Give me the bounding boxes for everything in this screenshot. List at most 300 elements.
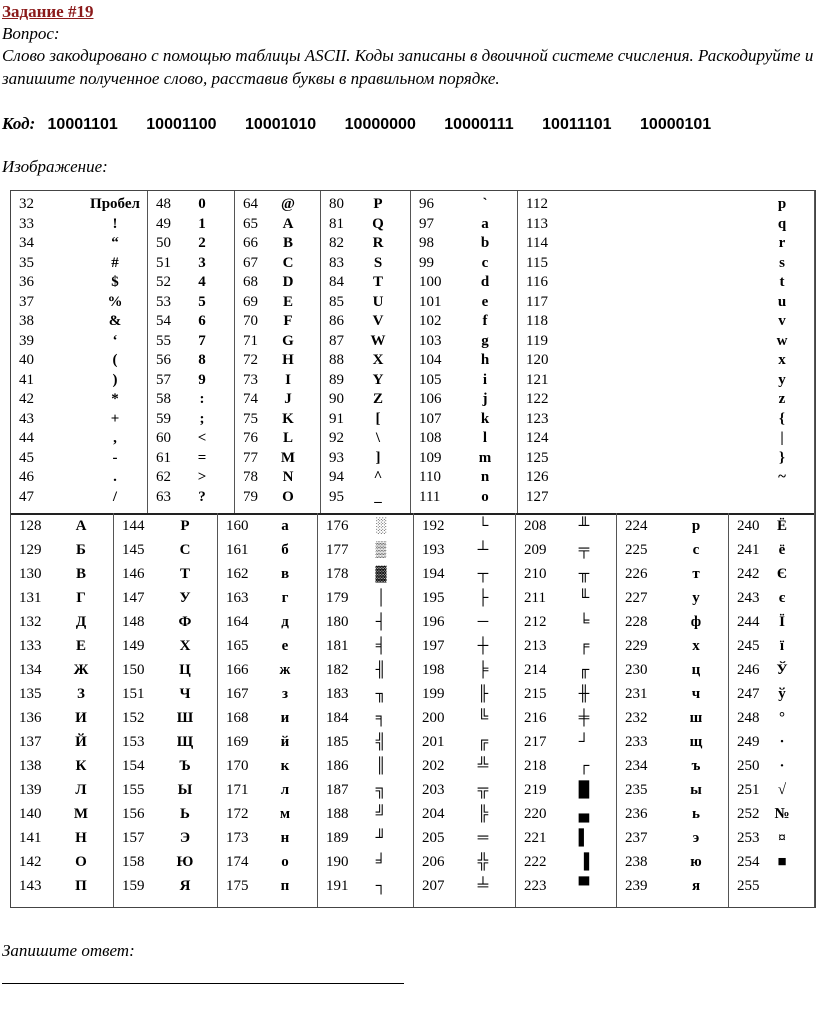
ascii-code: 87: [329, 332, 344, 349]
ascii-char: o: [481, 488, 489, 505]
ascii-code: 143: [19, 878, 42, 894]
ascii-char: ╪: [578, 710, 590, 726]
ascii-char: ▌: [578, 830, 590, 846]
ascii-char: ╞: [477, 662, 489, 678]
ascii-code: 113: [526, 215, 548, 232]
ascii-char: ║: [375, 758, 387, 774]
ascii-char: з: [281, 686, 289, 702]
upper-column-5: [518, 191, 815, 513]
ascii-char: s: [779, 254, 785, 271]
ascii-code: 203: [422, 782, 445, 798]
upper-column-3: [321, 191, 411, 513]
ascii-char: 7: [198, 332, 206, 349]
ascii-char: O: [282, 488, 294, 505]
ascii-code: 77: [243, 449, 258, 466]
ascii-char: ╫: [578, 686, 590, 702]
ascii-char: (: [112, 352, 118, 368]
ascii-code: 220: [524, 806, 547, 822]
ascii-char: ├: [477, 590, 489, 606]
ascii-code: 206: [422, 854, 445, 870]
ascii-char: Ї: [779, 614, 785, 630]
ascii-char: w: [776, 332, 788, 349]
ascii-code: 176: [326, 518, 349, 534]
ascii-char: М: [73, 806, 89, 822]
ascii-char: M: [280, 449, 296, 466]
ascii-char: ┤: [375, 614, 387, 630]
ascii-char: о: [281, 854, 289, 870]
ascii-code: 152: [122, 710, 145, 726]
ascii-char: 6: [198, 313, 206, 329]
ascii-char: d: [480, 274, 490, 290]
ascii-code: 228: [625, 614, 648, 630]
ascii-char: А: [75, 518, 87, 534]
ascii-char: .: [113, 469, 117, 485]
ascii-char: ■: [777, 854, 787, 870]
ascii-code: 44: [19, 430, 34, 446]
ascii-code: 189: [326, 830, 349, 846]
ascii-code: 239: [625, 878, 648, 894]
ascii-char: ъ: [691, 758, 701, 774]
ascii-char: <: [197, 430, 207, 446]
upper-column-1: [148, 191, 235, 513]
ascii-char: ╙: [578, 590, 590, 606]
ascii-char: k: [480, 410, 490, 427]
ascii-code: 129: [19, 542, 42, 558]
ascii-code: 108: [419, 430, 442, 446]
ascii-code: 207: [422, 878, 445, 894]
lower-column-6: [617, 513, 729, 907]
ascii-char: U: [372, 293, 384, 310]
ascii-char: Ж: [73, 662, 89, 678]
ascii-code: 109: [419, 449, 442, 466]
ascii-char: ): [112, 371, 118, 388]
ascii-char: ▓: [375, 566, 387, 582]
ascii-char: √: [777, 782, 787, 798]
ascii-char: Ф: [178, 614, 192, 630]
ascii-code: 219: [524, 782, 547, 798]
ascii-char: f: [482, 313, 488, 329]
ascii-code: 229: [625, 638, 648, 654]
ascii-char: Y: [372, 371, 384, 388]
ascii-char: 4: [198, 274, 206, 290]
ascii-code: 175: [226, 878, 249, 894]
ascii-char: я: [691, 878, 701, 894]
ascii-code: 98: [419, 235, 434, 251]
ascii-char: Щ: [176, 734, 194, 750]
ascii-code: 149: [122, 638, 145, 654]
ascii-char: ╒: [578, 638, 590, 654]
ascii-code: 154: [122, 758, 145, 774]
ascii-char: Ю: [176, 854, 194, 870]
ascii-char: ╕: [375, 710, 387, 726]
ascii-code: 101: [419, 293, 442, 310]
image-label: Изображение:: [2, 157, 108, 176]
ascii-char: \: [375, 430, 381, 446]
ascii-char: }: [779, 449, 785, 466]
ascii-code: 102: [419, 313, 442, 329]
ascii-code: 144: [122, 518, 145, 534]
ascii-code: 253: [737, 830, 760, 846]
ascii-code: 90: [329, 391, 344, 407]
ascii-char: i: [482, 371, 488, 388]
ascii-code: 170: [226, 758, 249, 774]
ascii-code: 121: [526, 371, 549, 388]
ascii-code: 204: [422, 806, 445, 822]
ascii-code: 225: [625, 542, 648, 558]
ascii-code: 141: [19, 830, 42, 846]
ascii-code: 223: [524, 878, 547, 894]
ascii-char: r: [778, 235, 786, 251]
ascii-char: щ: [689, 734, 703, 750]
ascii-char: =: [197, 449, 207, 466]
ascii-code: 71: [243, 332, 258, 349]
ascii-char: ┘: [578, 734, 590, 750]
ascii-code: 160: [226, 518, 249, 534]
ascii-code: 248: [737, 710, 760, 726]
ascii-code: 184: [326, 710, 349, 726]
ascii-char: ╘: [578, 614, 590, 630]
ascii-char: О: [75, 854, 87, 870]
ascii-code: 107: [419, 410, 442, 427]
ascii-code: 167: [226, 686, 249, 702]
ascii-code: 155: [122, 782, 145, 798]
ascii-char: Е: [75, 638, 86, 654]
ascii-code: 158: [122, 854, 145, 870]
ascii-char: ж: [279, 662, 291, 678]
ascii-code: 33: [19, 215, 34, 232]
ascii-code: 168: [226, 710, 249, 726]
ascii-char: p: [777, 196, 787, 212]
ascii-char: ╛: [375, 854, 387, 870]
ascii-char: Й: [75, 734, 87, 750]
ascii-char: ╩: [477, 758, 489, 774]
ascii-char: m: [478, 449, 492, 466]
ascii-code: 128: [19, 518, 42, 534]
ascii-code: 122: [526, 391, 549, 407]
answer-line[interactable]: [2, 983, 404, 984]
ascii-code: 120: [526, 352, 549, 368]
ascii-char: L: [282, 430, 293, 446]
ascii-char: 3: [198, 254, 206, 271]
ascii-char: ф: [690, 614, 702, 630]
ascii-code: 210: [524, 566, 547, 582]
ascii-char: Я: [179, 878, 191, 894]
ascii-code: 34: [19, 235, 34, 251]
ascii-char: Ш: [176, 710, 194, 726]
ascii-code: 123: [526, 410, 549, 427]
ascii-char: ┼: [477, 638, 489, 654]
ascii-char: “: [111, 235, 119, 251]
ascii-char: T: [372, 274, 383, 290]
ascii-code: 186: [326, 758, 349, 774]
ascii-char: В: [75, 566, 86, 582]
ascii-code: 106: [419, 391, 442, 407]
ascii-code: 97: [419, 215, 434, 232]
ascii-code: 157: [122, 830, 145, 846]
ascii-code: 241: [737, 542, 760, 558]
ascii-code: 247: [737, 686, 760, 702]
ascii-char: Г: [76, 590, 86, 606]
ascii-code: 153: [122, 734, 145, 750]
ascii-char: ╧: [477, 878, 489, 894]
ascii-char: D: [282, 274, 294, 290]
ascii-code: 254: [737, 854, 760, 870]
ascii-code: 37: [19, 293, 34, 310]
ascii-code: 192: [422, 518, 445, 534]
ascii-char: ё: [778, 542, 786, 558]
ascii-table: [10, 190, 816, 908]
ascii-code: 169: [226, 734, 249, 750]
ascii-code: 164: [226, 614, 249, 630]
ascii-code: 198: [422, 662, 445, 678]
ascii-char: >: [197, 469, 207, 485]
ascii-char: *: [111, 391, 119, 407]
ascii-code: 249: [737, 734, 760, 750]
ascii-char: п: [280, 878, 290, 894]
ascii-code: 81: [329, 215, 344, 232]
ascii-code: 83: [329, 254, 344, 271]
ascii-code: 252: [737, 806, 760, 822]
ascii-code: 161: [226, 542, 249, 558]
lower-column-1: [114, 513, 218, 907]
ascii-code: 65: [243, 215, 258, 232]
ascii-code: 142: [19, 854, 42, 870]
ascii-char: Т: [179, 566, 190, 582]
ascii-code: 39: [19, 332, 34, 349]
ascii-code: 80: [329, 196, 344, 212]
ascii-char: Н: [75, 830, 87, 846]
ascii-char: э: [692, 830, 700, 846]
ascii-code: 200: [422, 710, 445, 726]
ascii-code: 185: [326, 734, 349, 750]
ascii-char: д: [281, 614, 289, 630]
ascii-code: 232: [625, 710, 648, 726]
upper-column-0: [11, 191, 148, 513]
ascii-char: ┌: [578, 758, 590, 774]
ascii-char: ч: [691, 686, 701, 702]
ascii-code: 72: [243, 352, 258, 368]
ascii-char: ╔: [477, 734, 489, 750]
ascii-char: {: [779, 410, 785, 427]
ascii-char: l: [482, 430, 488, 446]
ascii-code: 255: [737, 878, 760, 894]
ascii-code: 88: [329, 352, 344, 368]
ascii-char: ╤: [578, 542, 590, 558]
ascii-code: 53: [156, 293, 171, 310]
ascii-code: 237: [625, 830, 648, 846]
ascii-code: 115: [526, 254, 548, 271]
ascii-code: 208: [524, 518, 547, 534]
ascii-char: +: [110, 410, 120, 427]
ascii-char: Х: [179, 638, 191, 654]
ascii-code: 145: [122, 542, 145, 558]
ascii-code: 110: [419, 469, 441, 485]
ascii-code: 221: [524, 830, 547, 846]
ascii-code: 245: [737, 638, 760, 654]
ascii-code: 236: [625, 806, 648, 822]
ascii-code: 48: [156, 196, 171, 212]
ascii-code: 78: [243, 469, 258, 485]
ascii-char: [: [375, 410, 381, 427]
ascii-char: G: [282, 332, 294, 349]
code-values: 10001101 10001100 10001010 10000000 10000111 10011101 10000101: [47, 116, 712, 133]
ascii-char: b: [480, 235, 490, 251]
ascii-code: 233: [625, 734, 648, 750]
ascii-char: Д: [75, 614, 87, 630]
ascii-code: 40: [19, 352, 34, 368]
ascii-char: h: [480, 352, 490, 368]
ascii-char: E: [282, 293, 293, 310]
ascii-code: 41: [19, 371, 34, 388]
ascii-char: н: [280, 830, 290, 846]
ascii-code: 52: [156, 274, 171, 290]
ascii-code: 50: [156, 235, 171, 251]
ascii-char: ╢: [375, 662, 387, 678]
lower-column-5: [516, 513, 617, 907]
ascii-code: 94: [329, 469, 344, 485]
ascii-char: #: [111, 254, 119, 271]
ascii-char: р: [691, 518, 701, 534]
ascii-char: ╨: [578, 518, 590, 534]
ascii-char: 8: [198, 352, 206, 368]
ascii-code: 163: [226, 590, 249, 606]
ascii-code: 61: [156, 449, 171, 466]
ascii-char: 5: [198, 293, 206, 310]
ascii-code: 138: [19, 758, 42, 774]
ascii-char: Ь: [180, 806, 190, 822]
ascii-char: т: [692, 566, 700, 582]
ascii-char: K: [282, 410, 294, 427]
ascii-char: ь: [692, 806, 700, 822]
ascii-char: !: [112, 215, 118, 232]
ascii-char: с: [692, 542, 700, 558]
ascii-code: 177: [326, 542, 349, 558]
ascii-code: 32: [19, 196, 34, 212]
ascii-code: 196: [422, 614, 445, 630]
lower-column-7: [729, 513, 815, 907]
ascii-code: 126: [526, 469, 549, 485]
ascii-char: е: [281, 638, 289, 654]
ascii-code: 35: [19, 254, 34, 271]
ascii-code: 86: [329, 313, 344, 329]
ascii-char: а: [281, 518, 289, 534]
ascii-code: 66: [243, 235, 258, 251]
ascii-code: 231: [625, 686, 648, 702]
ascii-code: 147: [122, 590, 145, 606]
ascii-char: ¤: [778, 830, 786, 846]
ascii-char: Ё: [776, 518, 787, 534]
ascii-char: ц: [691, 662, 701, 678]
ascii-char: ?: [198, 488, 206, 505]
ascii-code: 187: [326, 782, 349, 798]
ascii-char: П: [75, 878, 87, 894]
ascii-code: 188: [326, 806, 349, 822]
ascii-code: 133: [19, 638, 42, 654]
ascii-char: У: [179, 590, 191, 606]
ascii-code: 146: [122, 566, 145, 582]
ascii-char: ─: [477, 614, 489, 630]
ascii-code: 191: [326, 878, 349, 894]
ascii-code: 136: [19, 710, 42, 726]
ascii-code: 119: [526, 332, 548, 349]
ascii-char: °: [779, 710, 785, 726]
ascii-code: 151: [122, 686, 145, 702]
ascii-char: ╠: [477, 806, 489, 822]
ascii-char: ╗: [375, 782, 387, 798]
question-text: Слово закодировано с помощью таблицы ASCII. Коды записаны в двоичной системе счисления. Раскодируйте и запишите полученное слово, расставив буквы в правильном порядке.: [2, 46, 814, 88]
ascii-char: 9: [198, 371, 206, 388]
ascii-char: Л: [75, 782, 87, 798]
ascii-char: К: [75, 758, 87, 774]
ascii-code: 42: [19, 391, 34, 407]
ascii-code: 148: [122, 614, 145, 630]
ascii-code: 216: [524, 710, 547, 726]
ascii-char: j: [482, 391, 488, 407]
ascii-code: 181: [326, 638, 349, 654]
answer-label: Запишите ответ:: [2, 941, 135, 960]
ascii-char: C: [282, 254, 294, 271]
ascii-char: ╜: [375, 830, 387, 846]
ascii-char: С: [179, 542, 191, 558]
ascii-char: ]: [375, 449, 381, 466]
ascii-char: ю: [690, 854, 702, 870]
ascii-char: ╬: [477, 854, 489, 870]
ascii-char: б: [281, 542, 289, 558]
ascii-code: 134: [19, 662, 42, 678]
ascii-code: 150: [122, 662, 145, 678]
ascii-code: 69: [243, 293, 258, 310]
ascii-code: 91: [329, 410, 344, 427]
ascii-char: ┴: [477, 542, 489, 558]
ascii-code: 213: [524, 638, 547, 654]
ascii-code: 99: [419, 254, 434, 271]
ascii-char: t: [779, 274, 785, 290]
ascii-code: 230: [625, 662, 648, 678]
ascii-code: 38: [19, 313, 34, 329]
ascii-char: ╦: [477, 782, 489, 798]
ascii-code: 54: [156, 313, 171, 329]
ascii-char: ╚: [477, 710, 489, 726]
ascii-code: 212: [524, 614, 547, 630]
ascii-char: N: [282, 469, 294, 485]
ascii-char: Є: [776, 566, 788, 582]
ascii-char: 2: [198, 235, 206, 251]
ascii-code: 62: [156, 469, 171, 485]
ascii-char: и: [280, 710, 290, 726]
ascii-code: 162: [226, 566, 249, 582]
ascii-char: Ў: [776, 662, 788, 678]
ascii-code: 76: [243, 430, 258, 446]
ascii-char: v: [778, 313, 786, 329]
ascii-char: e: [481, 293, 489, 310]
ascii-char: $: [111, 274, 119, 290]
ascii-code: 60: [156, 430, 171, 446]
ascii-char: @: [281, 196, 295, 212]
ascii-code: 51: [156, 254, 171, 271]
ascii-char: Ы: [177, 782, 193, 798]
ascii-code: 58: [156, 391, 171, 407]
ascii-char: H: [282, 352, 294, 368]
ascii-code: 45: [19, 449, 34, 466]
ascii-char: у: [692, 590, 700, 606]
ascii-code: 43: [19, 410, 34, 427]
ascii-char: ╝: [375, 806, 387, 822]
ascii-char: ░: [375, 518, 387, 534]
ascii-code: 197: [422, 638, 445, 654]
ascii-code: 244: [737, 614, 760, 630]
task-title: Задание #19: [2, 2, 94, 21]
ascii-char: c: [481, 254, 489, 271]
